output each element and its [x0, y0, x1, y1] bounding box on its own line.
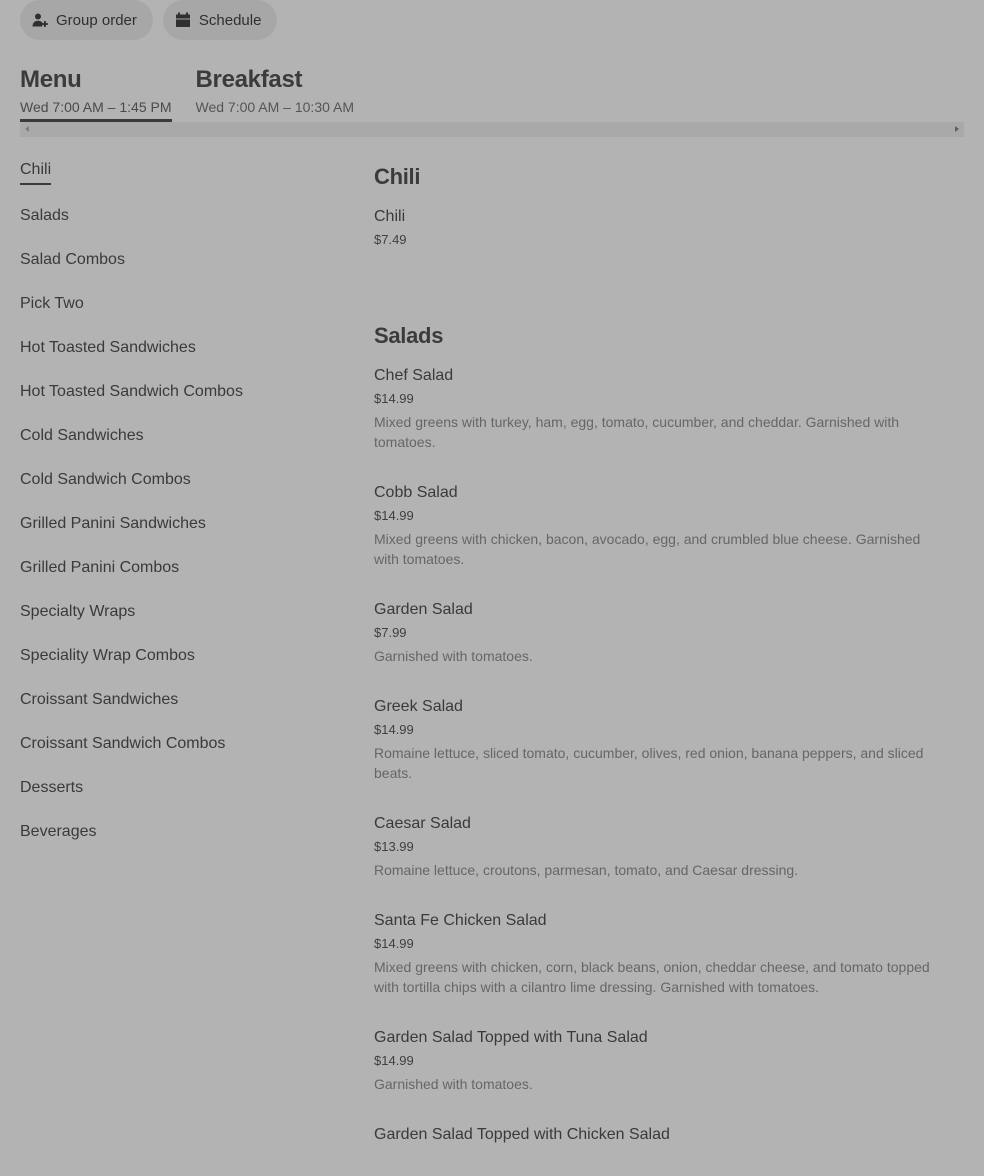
sidebar-item-speciality-wrap-combos[interactable]: [20, 644, 340, 688]
menu-item[interactable]: [374, 365, 954, 452]
top-action-bar: [20, 0, 277, 40]
item-price: $14.99: [374, 936, 414, 951]
item-description: Mixed greens with chicken, bacon, avocado, egg, and crumbled blue cheese. Garnished with tomatoes.: [374, 531, 921, 567]
item-description: Garnished with tomatoes.: [374, 1076, 533, 1092]
calendar-icon: [175, 12, 191, 28]
item-name: Santa Fe Chicken Salad: [374, 912, 547, 929]
item-price: $14.99: [374, 391, 414, 406]
tab-menu[interactable]: [20, 64, 172, 123]
sidebar-item-label: Hot Toasted Sandwich Combos: [20, 383, 243, 400]
menu-item[interactable]: [374, 1124, 954, 1146]
item-name: Cobb Salad: [374, 484, 458, 501]
category-sidebar: [20, 158, 340, 864]
group-order-label: Group order: [56, 11, 137, 29]
item-description: Mixed greens with turkey, ham, egg, tomato, cucumber, and cheddar. Garnished with tomatoes.: [374, 414, 900, 450]
sidebar-item-pick-two[interactable]: [20, 292, 340, 336]
sidebar-item-grilled-panini-sandwiches[interactable]: [20, 512, 340, 556]
sidebar-item-label: Beverages: [20, 823, 97, 840]
sidebar-item-beverages[interactable]: [20, 820, 340, 864]
item-name: Chef Salad: [374, 367, 454, 384]
item-description: Romaine lettuce, croutons, parmesan, tomato, and Caesar dressing.: [374, 862, 799, 878]
sidebar-item-label: Desserts: [20, 779, 84, 796]
sidebar-item-label: Hot Toasted Sandwiches: [20, 339, 196, 356]
item-price: $7.49: [374, 232, 407, 247]
tab-breakfast-title: Breakfast: [195, 66, 303, 93]
tab-menu-title: Menu: [20, 66, 82, 93]
sidebar-item-label: Croissant Sandwiches: [20, 691, 179, 708]
item-description: Garnished with tomatoes.: [374, 648, 533, 664]
menu-item[interactable]: [374, 696, 954, 783]
item-description: Romaine lettuce, sliced tomato, cucumber, olives, red onion, banana peppers, and sliced beats.: [374, 745, 924, 781]
menu-tabs: [20, 64, 354, 123]
sidebar-item-label: Pick Two: [20, 295, 84, 312]
sidebar-item-label: Cold Sandwiches: [20, 427, 144, 444]
menu-item[interactable]: [374, 482, 954, 569]
section-chili: [374, 160, 954, 249]
sidebar-item-cold-sandwich-combos[interactable]: [20, 468, 340, 512]
sidebar-item-grilled-panini-combos[interactable]: [20, 556, 340, 600]
tab-menu-hours: Wed 7:00 AM – 1:45 PM: [20, 99, 172, 115]
sidebar-item-label: Cold Sandwich Combos: [20, 471, 191, 488]
schedule-button[interactable]: [163, 0, 278, 40]
sidebar-item-cold-sandwiches[interactable]: [20, 424, 340, 468]
schedule-label: Schedule: [198, 11, 262, 29]
menu-item[interactable]: [374, 206, 954, 249]
sidebar-item-croissant-sandwich-combos[interactable]: [20, 732, 340, 776]
item-name: Caesar Salad: [374, 815, 471, 832]
item-name: Garden Salad: [374, 601, 473, 618]
item-description: Mixed greens with chicken, corn, black beans, onion, cheddar cheese, and tomato topped with tortilla chips with a cilantro lime dressing. Garnished with tomatoes.: [374, 959, 930, 995]
item-price: $7.99: [374, 625, 407, 640]
menu-item[interactable]: [374, 599, 954, 666]
section-title: Chili: [374, 164, 421, 189]
item-price: $14.99: [374, 508, 414, 523]
sidebar-item-label: Salads: [20, 207, 69, 224]
sidebar-item-hot-toasted-sandwich-combos[interactable]: [20, 380, 340, 424]
item-name: Chili: [374, 208, 406, 225]
sidebar-item-specialty-wraps[interactable]: [20, 600, 340, 644]
sidebar-item-hot-toasted-sandwiches[interactable]: [20, 336, 340, 380]
section-salads: [374, 319, 954, 1146]
sidebar-item-salads[interactable]: [20, 204, 340, 248]
sidebar-item-label: Grilled Panini Combos: [20, 559, 180, 576]
sidebar-item-label: Salad Combos: [20, 251, 125, 268]
sidebar-item-label: Grilled Panini Sandwiches: [20, 515, 206, 532]
sidebar-item-croissant-sandwiches[interactable]: [20, 688, 340, 732]
menu-content: [374, 160, 954, 1176]
item-name: Garden Salad Topped with Tuna Salad: [374, 1029, 648, 1046]
section-title: Salads: [374, 323, 444, 348]
tab-breakfast-hours: Wed 7:00 AM – 10:30 AM: [195, 99, 355, 115]
menu-item[interactable]: [374, 1027, 954, 1094]
menu-item[interactable]: [374, 910, 954, 997]
sidebar-item-desserts[interactable]: [20, 776, 340, 820]
group-order-button[interactable]: [20, 0, 153, 40]
horizontal-scrollbar[interactable]: [20, 122, 964, 137]
sidebar-item-label: Specialty Wraps: [20, 603, 136, 620]
item-price: $14.99: [374, 1053, 414, 1068]
menu-item[interactable]: [374, 813, 954, 880]
sidebar-item-label: Croissant Sandwich Combos: [20, 735, 226, 752]
sidebar-item-label: Chili: [20, 158, 51, 185]
scroll-left-icon[interactable]: [25, 126, 29, 132]
sidebar-item-salad-combos[interactable]: [20, 248, 340, 292]
add-person-icon: [32, 12, 48, 28]
scroll-right-icon[interactable]: [955, 126, 959, 132]
item-name: Garden Salad Topped with Chicken Salad: [374, 1126, 670, 1143]
item-price: $14.99: [374, 722, 414, 737]
item-price: $13.99: [374, 839, 414, 854]
tab-breakfast[interactable]: [196, 64, 355, 123]
item-name: Greek Salad: [374, 698, 463, 715]
sidebar-item-chili[interactable]: [20, 158, 340, 204]
sidebar-item-label: Speciality Wrap Combos: [20, 647, 195, 664]
